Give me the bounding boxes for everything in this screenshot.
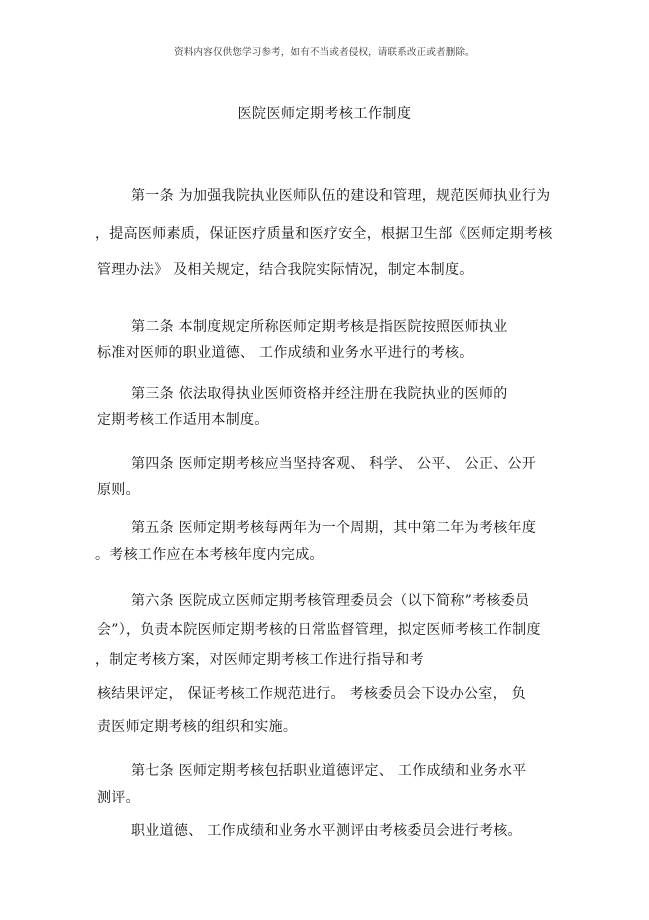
article-6-line-4: 核结果评定， 保证考核工作规范进行。 考核委员会下设办公室， 负 <box>97 686 526 702</box>
article-4-line-1: 第四条 医师定期考核应当坚持客观、 科学、 公平、 公正、公开 <box>131 456 537 472</box>
article-2-line-1: 第二条 本制度规定所称医师定期考核是指医院按照医师执业 <box>131 319 508 335</box>
article-1-line-2: ，提高医师素质，保证医疗质量和医疗安全，根据卫生部《医师定期考核 <box>95 226 553 242</box>
article-7-line-2: 测评。 <box>97 790 140 806</box>
article-4-line-2: 原则。 <box>97 482 140 498</box>
article-6-line-5: 责医师定期考核的组织和实施。 <box>97 719 298 735</box>
article-5-line-1: 第五条 医师定期考核每两年为一个周期，其中第二年为考核年度 <box>131 520 537 536</box>
article-3-line-2: 定期考核工作适用本制度。 <box>97 412 269 428</box>
closing-paragraph: 职业道德、 工作成绩和业务水平测评由考核委员会进行考核。 <box>131 823 522 839</box>
article-5-line-2: 。考核工作应在本考核年度内完成。 <box>95 547 324 563</box>
article-1-line-3: 管理办法》 及相关规定，结合我院实际情况，制定本制度。 <box>97 262 474 278</box>
article-2-line-2: 标准对医师的职业道德、 工作成绩和业务水平进行的考核。 <box>97 345 474 361</box>
article-3-line-1: 第三条 依法取得执业医师资格并经注册在我院执业的医师的 <box>131 386 508 402</box>
article-6-line-3: ，制定考核方案，对医师定期考核工作进行指导和考 <box>95 652 424 668</box>
article-1-line-1: 第一条 为加强我院执业医师队伍的建设和管理，规范医师执业行为 <box>131 188 551 204</box>
article-6-line-2: 会”），负责本院医师定期考核的日常监督管理，拟定医师考核工作制度 <box>97 622 541 638</box>
disclaimer-note: 资料内容仅供您学习参考，如有不当或者侵权，请联系改正或者删除。 <box>174 47 475 58</box>
article-7-line-1: 第七条 医师定期考核包括职业道德评定、 工作成绩和业务水平 <box>131 763 527 779</box>
article-6-line-1: 第六条 医院成立医师定期考核管理委员会（以下简称”考核委员 <box>131 593 530 609</box>
page-title: 医院医师定期考核工作制度 <box>237 106 412 122</box>
